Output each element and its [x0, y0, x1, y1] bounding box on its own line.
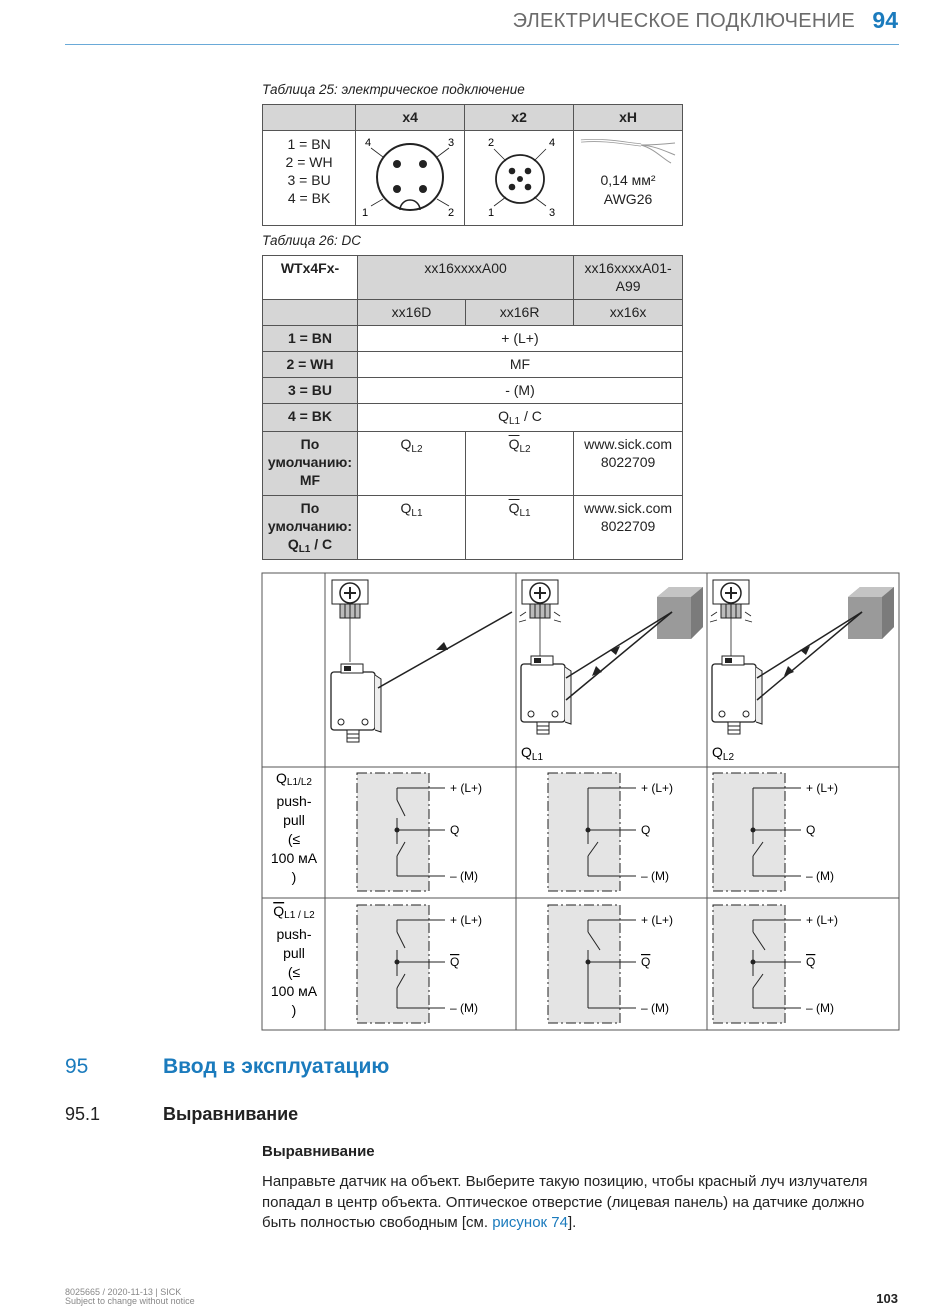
svg-text:+ (L+): + (L+): [641, 913, 674, 927]
svg-text:Q: Q: [806, 823, 816, 837]
page-number: 103: [876, 1291, 898, 1306]
mf-x-url: www.sick.com: [584, 436, 673, 452]
bk-q-sub: L1: [508, 416, 521, 427]
row-value-wh: MF: [357, 352, 682, 378]
paragraph-text: Направьте датчик на объект. Выберите такую позицию, чтобы красный луч излучателя попадал в центр объекта. Оптическое отверстие (лицевая панель) на датчике должно быть полностью свободным [см.: [262, 1173, 868, 1231]
default-c-sub: L1: [298, 544, 311, 555]
svg-text:Q: Q: [806, 955, 816, 969]
mf-r-q: $\overline{Q}$: [508, 436, 520, 452]
sensor-with-object-ql2: [710, 580, 894, 734]
default-c-l1: По: [300, 500, 320, 516]
svg-text:Q: Q: [450, 955, 460, 969]
subsection-number: 95.1: [65, 1104, 101, 1124]
paragraph: [262, 1172, 882, 1234]
mf-d-q: Q: [400, 436, 412, 452]
group-a01-line2: A99: [615, 278, 641, 294]
mf-x-number: 8022709: [600, 454, 656, 470]
circuit-r2-c1: [357, 905, 482, 1023]
bk-rest: / C: [520, 408, 542, 424]
mf-d-sub: L2: [411, 444, 423, 455]
default-mf-l3: MF: [299, 472, 321, 488]
table26-sub-r: xx16R: [466, 300, 574, 326]
default-c-l2: умолчанию:: [267, 518, 353, 534]
section-title: Ввод в эксплуатацию: [163, 1055, 390, 1078]
c-x-number: 8022709: [600, 518, 656, 534]
svg-text:QL1 / L2: QL1 / L2: [273, 903, 315, 921]
svg-text:Q: Q: [641, 823, 651, 837]
default-c-q: Q: [287, 536, 299, 552]
default-mf-l2: умолчанию:: [267, 454, 353, 470]
c-d-sub: L1: [411, 508, 423, 519]
svg-text:+ (L+): + (L+): [806, 913, 839, 927]
table26-caption: Таблица 26: DC: [262, 233, 362, 248]
svg-text:– (M): – (M): [806, 1001, 834, 1015]
mf-r-sub: L2: [519, 444, 531, 455]
footer-docinfo: [65, 1288, 195, 1306]
svg-text:pull: pull: [283, 945, 305, 961]
x4-pin-label-4: 4: [365, 137, 372, 149]
table26-group-a00: xx16xxxxA00: [357, 256, 573, 300]
running-header-title: ЭЛЕКТРИЧЕСКОЕ ПОДКЛЮЧЕНИЕ: [512, 10, 855, 32]
table25-header-xh: xH: [574, 105, 683, 131]
row-label-bu: 3 = BU: [263, 378, 358, 404]
row-label-bn: 1 = BN: [263, 326, 358, 352]
svg-text:– (M): – (M): [641, 869, 669, 883]
footer-line2: Subject to change without notice: [65, 1296, 195, 1306]
table25-caption: Таблица 25: электрическое подключение: [262, 82, 525, 97]
svg-text:– (M): – (M): [806, 869, 834, 883]
x2-pin-label-1: 1: [488, 207, 495, 219]
svg-text:Q: Q: [450, 823, 460, 837]
figure-link[interactable]: рисунок 74: [492, 1214, 568, 1231]
paragraph-heading: Выравнивание: [262, 1143, 375, 1160]
svg-text:+ (L+): + (L+): [806, 781, 839, 795]
c-r-sub: L1: [519, 508, 531, 519]
subsection-title: Выравнивание: [163, 1104, 299, 1124]
table25-header-x2: x2: [465, 105, 574, 131]
svg-text:Q: Q: [641, 955, 651, 969]
table26-model: WTx4Fx-: [263, 256, 358, 300]
bk-q: Q: [498, 408, 509, 424]
svg-text:100 мА: 100 мА: [270, 983, 318, 999]
svg-text:– (M): – (M): [450, 1001, 478, 1015]
pin-2: 2 = WH: [285, 154, 333, 170]
pin-4: 4 = BK: [287, 190, 331, 206]
table26-sub-x: xx16x: [574, 300, 683, 326]
svg-text:– (M): – (M): [450, 869, 478, 883]
circuit-r1-c1: [357, 773, 482, 891]
paragraph-end: ].: [567, 1214, 577, 1231]
svg-text:QL1/L2: QL1/L2: [276, 770, 312, 788]
default-c-rest: / C: [310, 536, 333, 552]
row-label-wh: 2 = WH: [263, 352, 358, 378]
svg-text:100 мА: 100 мА: [270, 850, 318, 866]
row-value-bu: - (M): [357, 378, 682, 404]
ql1-label: $Q_{L1}$: [521, 744, 544, 763]
x4-pin-label-2: 2: [448, 207, 455, 219]
default-mf-l1: По: [300, 436, 320, 452]
x2-pin-label-3: 3: [549, 207, 556, 219]
table26-sub-d: xx16D: [357, 300, 465, 326]
svg-text:(≤: (≤: [287, 964, 301, 980]
c-x-url: www.sick.com: [584, 500, 673, 516]
svg-text:push-: push-: [276, 926, 312, 942]
svg-text:): ): [291, 869, 297, 885]
running-header-chapter: 94: [872, 7, 898, 33]
svg-text:+ (L+): + (L+): [450, 913, 483, 927]
section-number: 95: [65, 1055, 89, 1078]
svg-text:push-: push-: [276, 793, 312, 809]
row2-label: [271, 903, 318, 1018]
pin-3: 3 = BU: [287, 172, 331, 188]
ql2-label: $Q_{L2}$: [712, 744, 735, 763]
svg-text:): ): [291, 1002, 297, 1018]
table25-header-x4: x4: [356, 105, 465, 131]
x4-pin-label-1: 1: [362, 207, 369, 219]
sensor-with-object-ql1: [519, 580, 703, 734]
svg-text:– (M): – (M): [641, 1001, 669, 1015]
sensor-no-object: [331, 580, 512, 742]
xh-awg: AWG26: [603, 191, 653, 207]
footer-line1: 8025665 / 2020-11-13 | SICK: [65, 1287, 182, 1297]
svg-text:+ (L+): + (L+): [641, 781, 674, 795]
x2-pin-label-2: 2: [488, 137, 495, 149]
svg-text:pull: pull: [283, 812, 305, 828]
group-a01-line1: xx16xxxxA01-: [584, 260, 672, 276]
xh-cross-section: 0,14 мм²: [600, 172, 656, 188]
c-r-q: $\overline{Q}$: [508, 500, 520, 516]
row-label-bk: 4 = BK: [263, 404, 358, 432]
x4-pin-label-3: 3: [448, 137, 455, 149]
row1-label: [271, 770, 318, 885]
pin-1: 1 = BN: [287, 136, 331, 152]
c-d-q: Q: [400, 500, 412, 516]
svg-text:(≤: (≤: [287, 831, 301, 847]
circuit-r2-c2: [548, 905, 673, 1023]
circuit-r2-c3: [713, 905, 838, 1023]
circuit-r1-c3: [713, 773, 838, 891]
circuit-r1-c2: [548, 773, 673, 891]
row-value-bn: + (L+): [357, 326, 682, 352]
x2-pin-label-4: 4: [549, 137, 556, 149]
svg-text:+ (L+): + (L+): [450, 781, 483, 795]
